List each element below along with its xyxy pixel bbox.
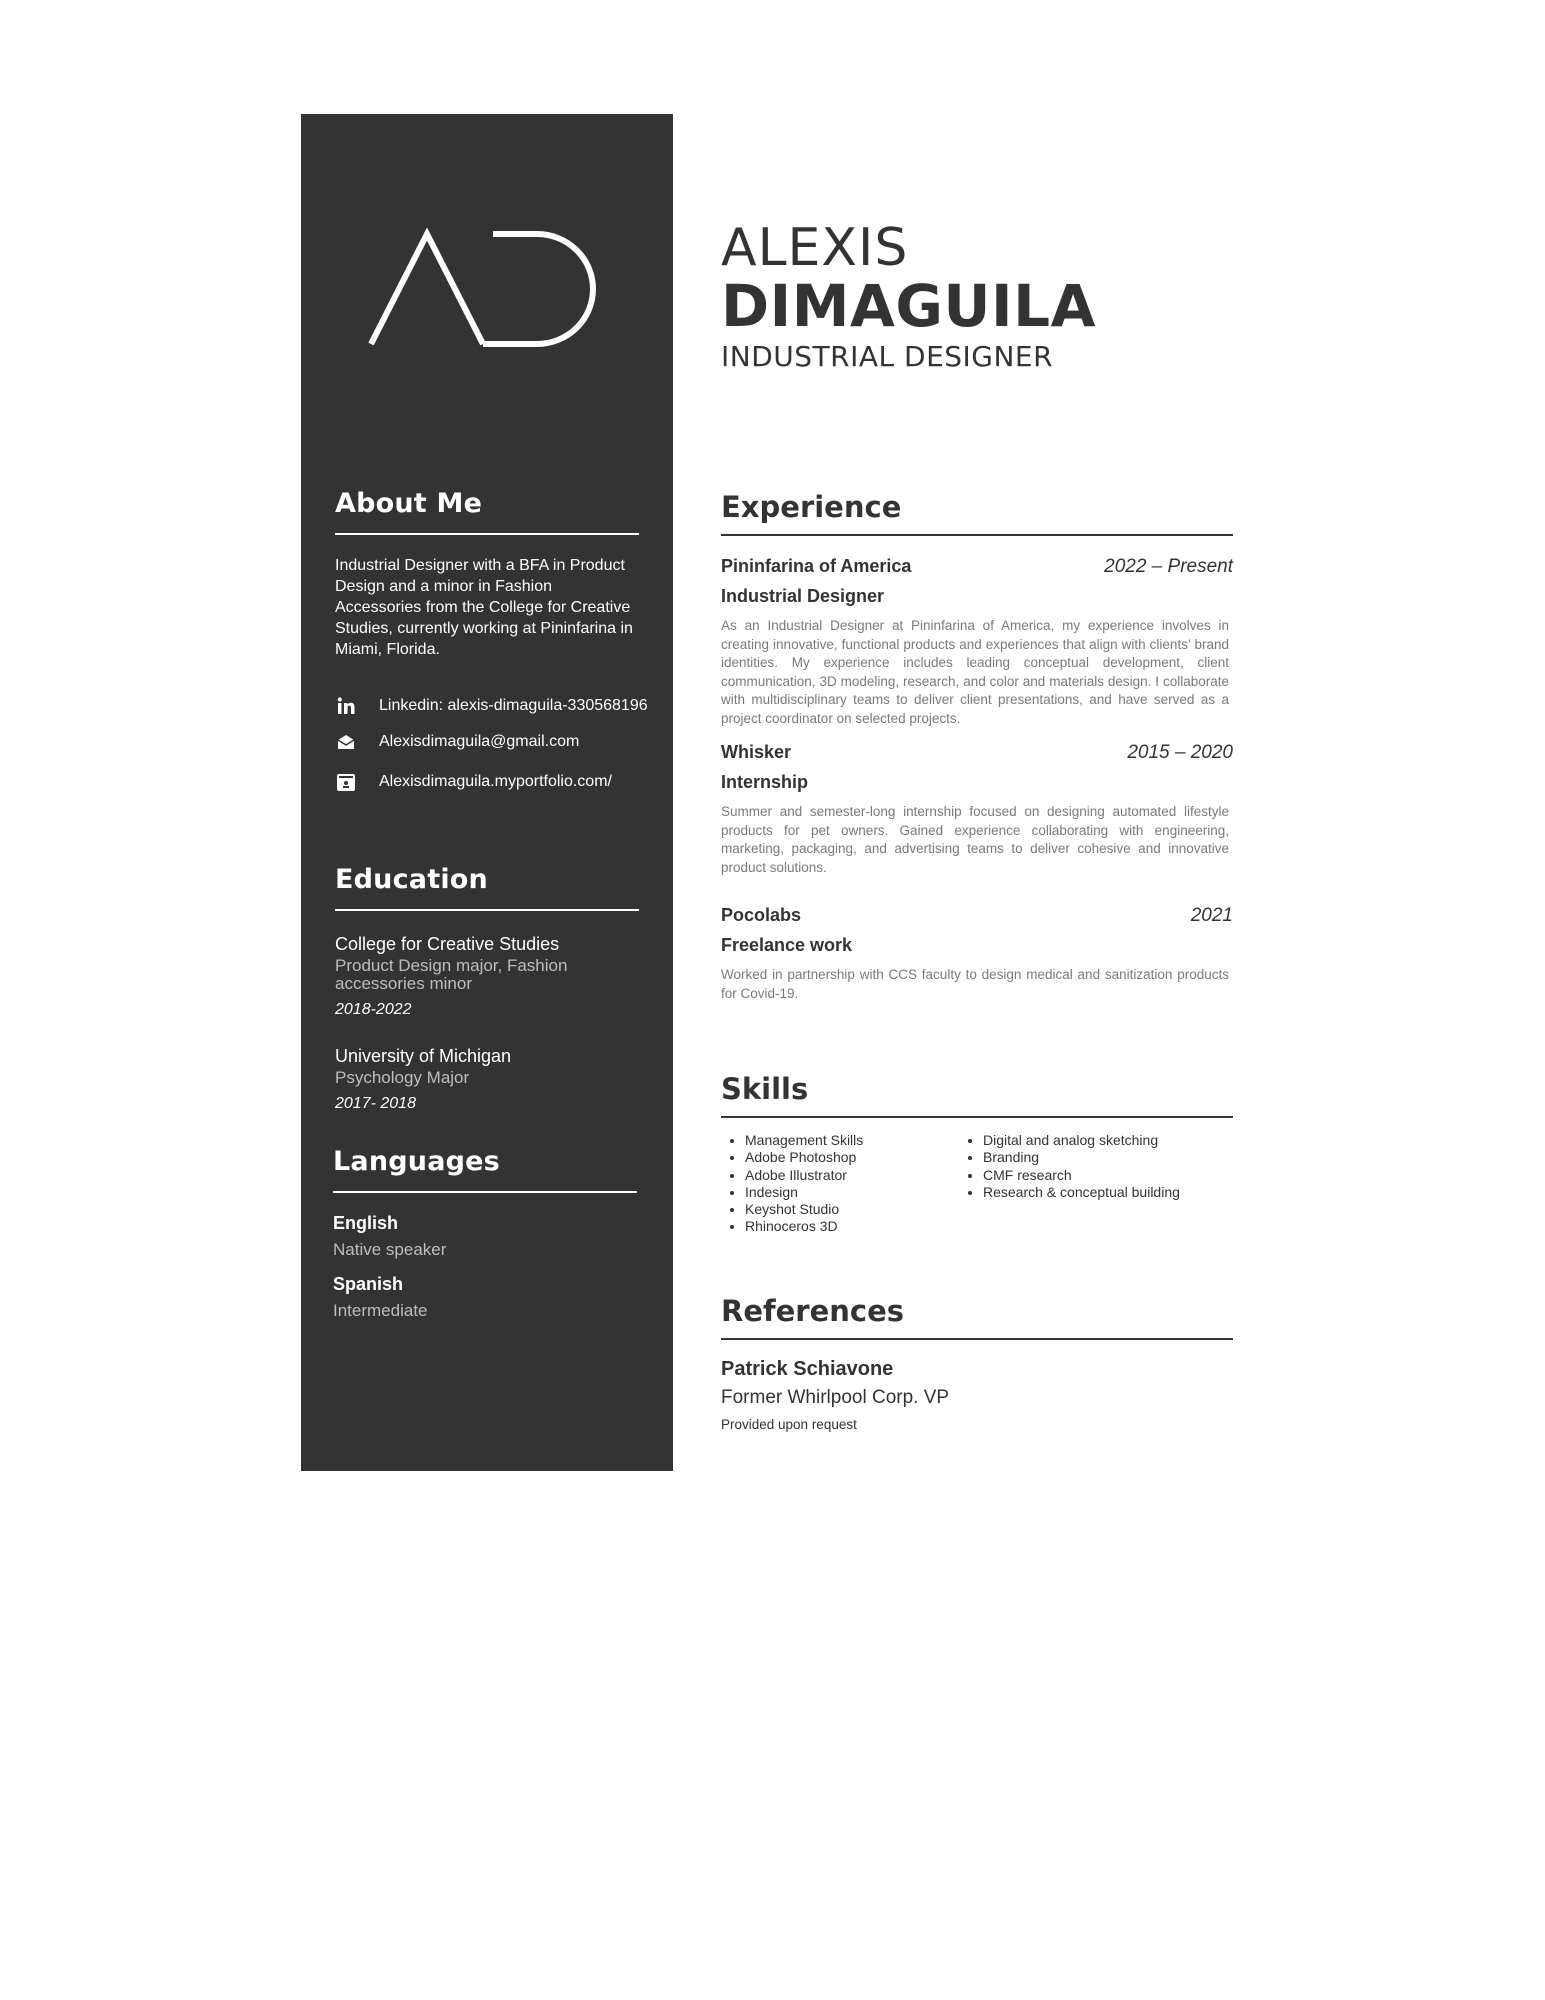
skill-item: • Digital and analog sketching [983,1132,1180,1149]
job-dates: 2021 [1190,905,1233,926]
skill-item: • Adobe Photoshop [745,1149,959,1166]
job-entry [721,556,1233,728]
last-name: DIMAGUILA [721,272,1096,340]
contact-email[interactable] [335,724,665,760]
job-company: Pininfarina of America [721,556,912,576]
edu-years: 2017- 2018 [335,1095,416,1112]
about-text: Industrial Designer with a BFA in Product Design and a minor in Fashion Accessories from the College for Creative Studies, currently working at Pininfarina in Miami, Florida. [335,557,633,658]
job-dates: 2015 – 2020 [1127,742,1233,763]
skills-heading: Skills [721,1072,1233,1118]
education-item [335,933,639,1019]
skill-item: • Research & conceptual building [983,1184,1180,1201]
skill-item: • Adobe Illustrator [745,1167,959,1184]
portfolio-text[interactable]: Alexisdimaguila.myportfolio.com/ [379,773,612,790]
edu-years: 2018-2022 [335,1001,412,1018]
skill-item: • CMF research [983,1167,1180,1184]
role-title: INDUSTRIAL DESIGNER [721,340,1054,373]
email-icon [335,731,357,753]
first-name: ALEXIS [721,218,909,278]
skill-item: • Branding [983,1149,1180,1166]
edu-detail: Psychology Major [335,1068,470,1087]
lang-name: English [333,1213,399,1233]
about-heading: About Me [335,488,639,535]
reference-name: Patrick Schiavone [721,1358,894,1380]
skill-item: • Rhinoceros 3D [745,1218,959,1235]
languages-heading: Languages [333,1146,637,1193]
job-description: As an Industrial Designer at Pininfarina of America, my experience involves in creating innovative, functional products and experiences that align with clients’ brand identities. My experience includes leading conceptual development, client communication, 3D modeling, research, and color and materials design. I collaborate with multidisciplinary teams to deliver client presentations, and have served as a project coordinator on selected projects. [721,618,1229,726]
email-text[interactable]: Alexisdimaguila@gmail.com [379,733,580,750]
about-section [335,488,639,660]
references-heading: References [721,1294,1233,1340]
skills-list-2 [959,1132,1180,1236]
job-title: Industrial Designer [721,586,885,606]
skill-item: • Indesign [745,1184,959,1201]
skills-section [721,1072,1233,1236]
lang-name: Spanish [333,1274,404,1294]
linkedin-text[interactable]: Linkedin: alexis-dimaguila-330568196 [379,697,648,714]
contact-linkedin[interactable] [335,688,665,724]
lang-level: Intermediate [333,1301,428,1320]
skills-list-1 [721,1132,959,1236]
job-title: Internship [721,772,809,792]
contact-portfolio[interactable] [335,764,665,800]
education-section [335,864,639,1113]
skill-item: • Management Skills [745,1132,959,1149]
edu-school: College for Creative Studies [335,934,560,954]
languages-section [333,1146,637,1321]
edu-school: University of Michigan [335,1046,512,1066]
references-section [721,1294,1233,1432]
job-company: Pocolabs [721,905,802,925]
lang-level: Native speaker [333,1240,447,1259]
monogram-logo-icon [367,228,599,348]
education-item [335,1045,639,1113]
job-company: Whisker [721,742,792,762]
experience-heading: Experience [721,490,1233,536]
reference-role: Former Whirlpool Corp. VP [721,1387,950,1408]
job-title: Freelance work [721,935,853,955]
contact-list [335,688,665,800]
job-dates: 2022 – Present [1104,556,1233,577]
sidebar [301,114,673,1471]
job-description: Worked in partnership with CCS faculty to design medical and sanitization products for Covid-19. [721,967,1229,1001]
job-description: Summer and semester-long internship focused on designing automated lifestyle products for pet owners. Gained experience collaborating with engineering, marketing, packaging, and advertising teams to deliver cohesive and innovative product solutions. [721,804,1229,875]
portfolio-icon [335,771,357,793]
linkedin-icon [335,695,357,717]
reference-note: Provided upon request [721,1417,857,1432]
edu-detail: Product Design major, Fashion accessories minor [335,956,568,993]
job-entry [721,905,1233,1003]
education-heading: Education [335,864,639,911]
skill-item: • Keyshot Studio [745,1201,959,1218]
job-entry [721,742,1233,877]
experience-section [721,490,1233,1003]
